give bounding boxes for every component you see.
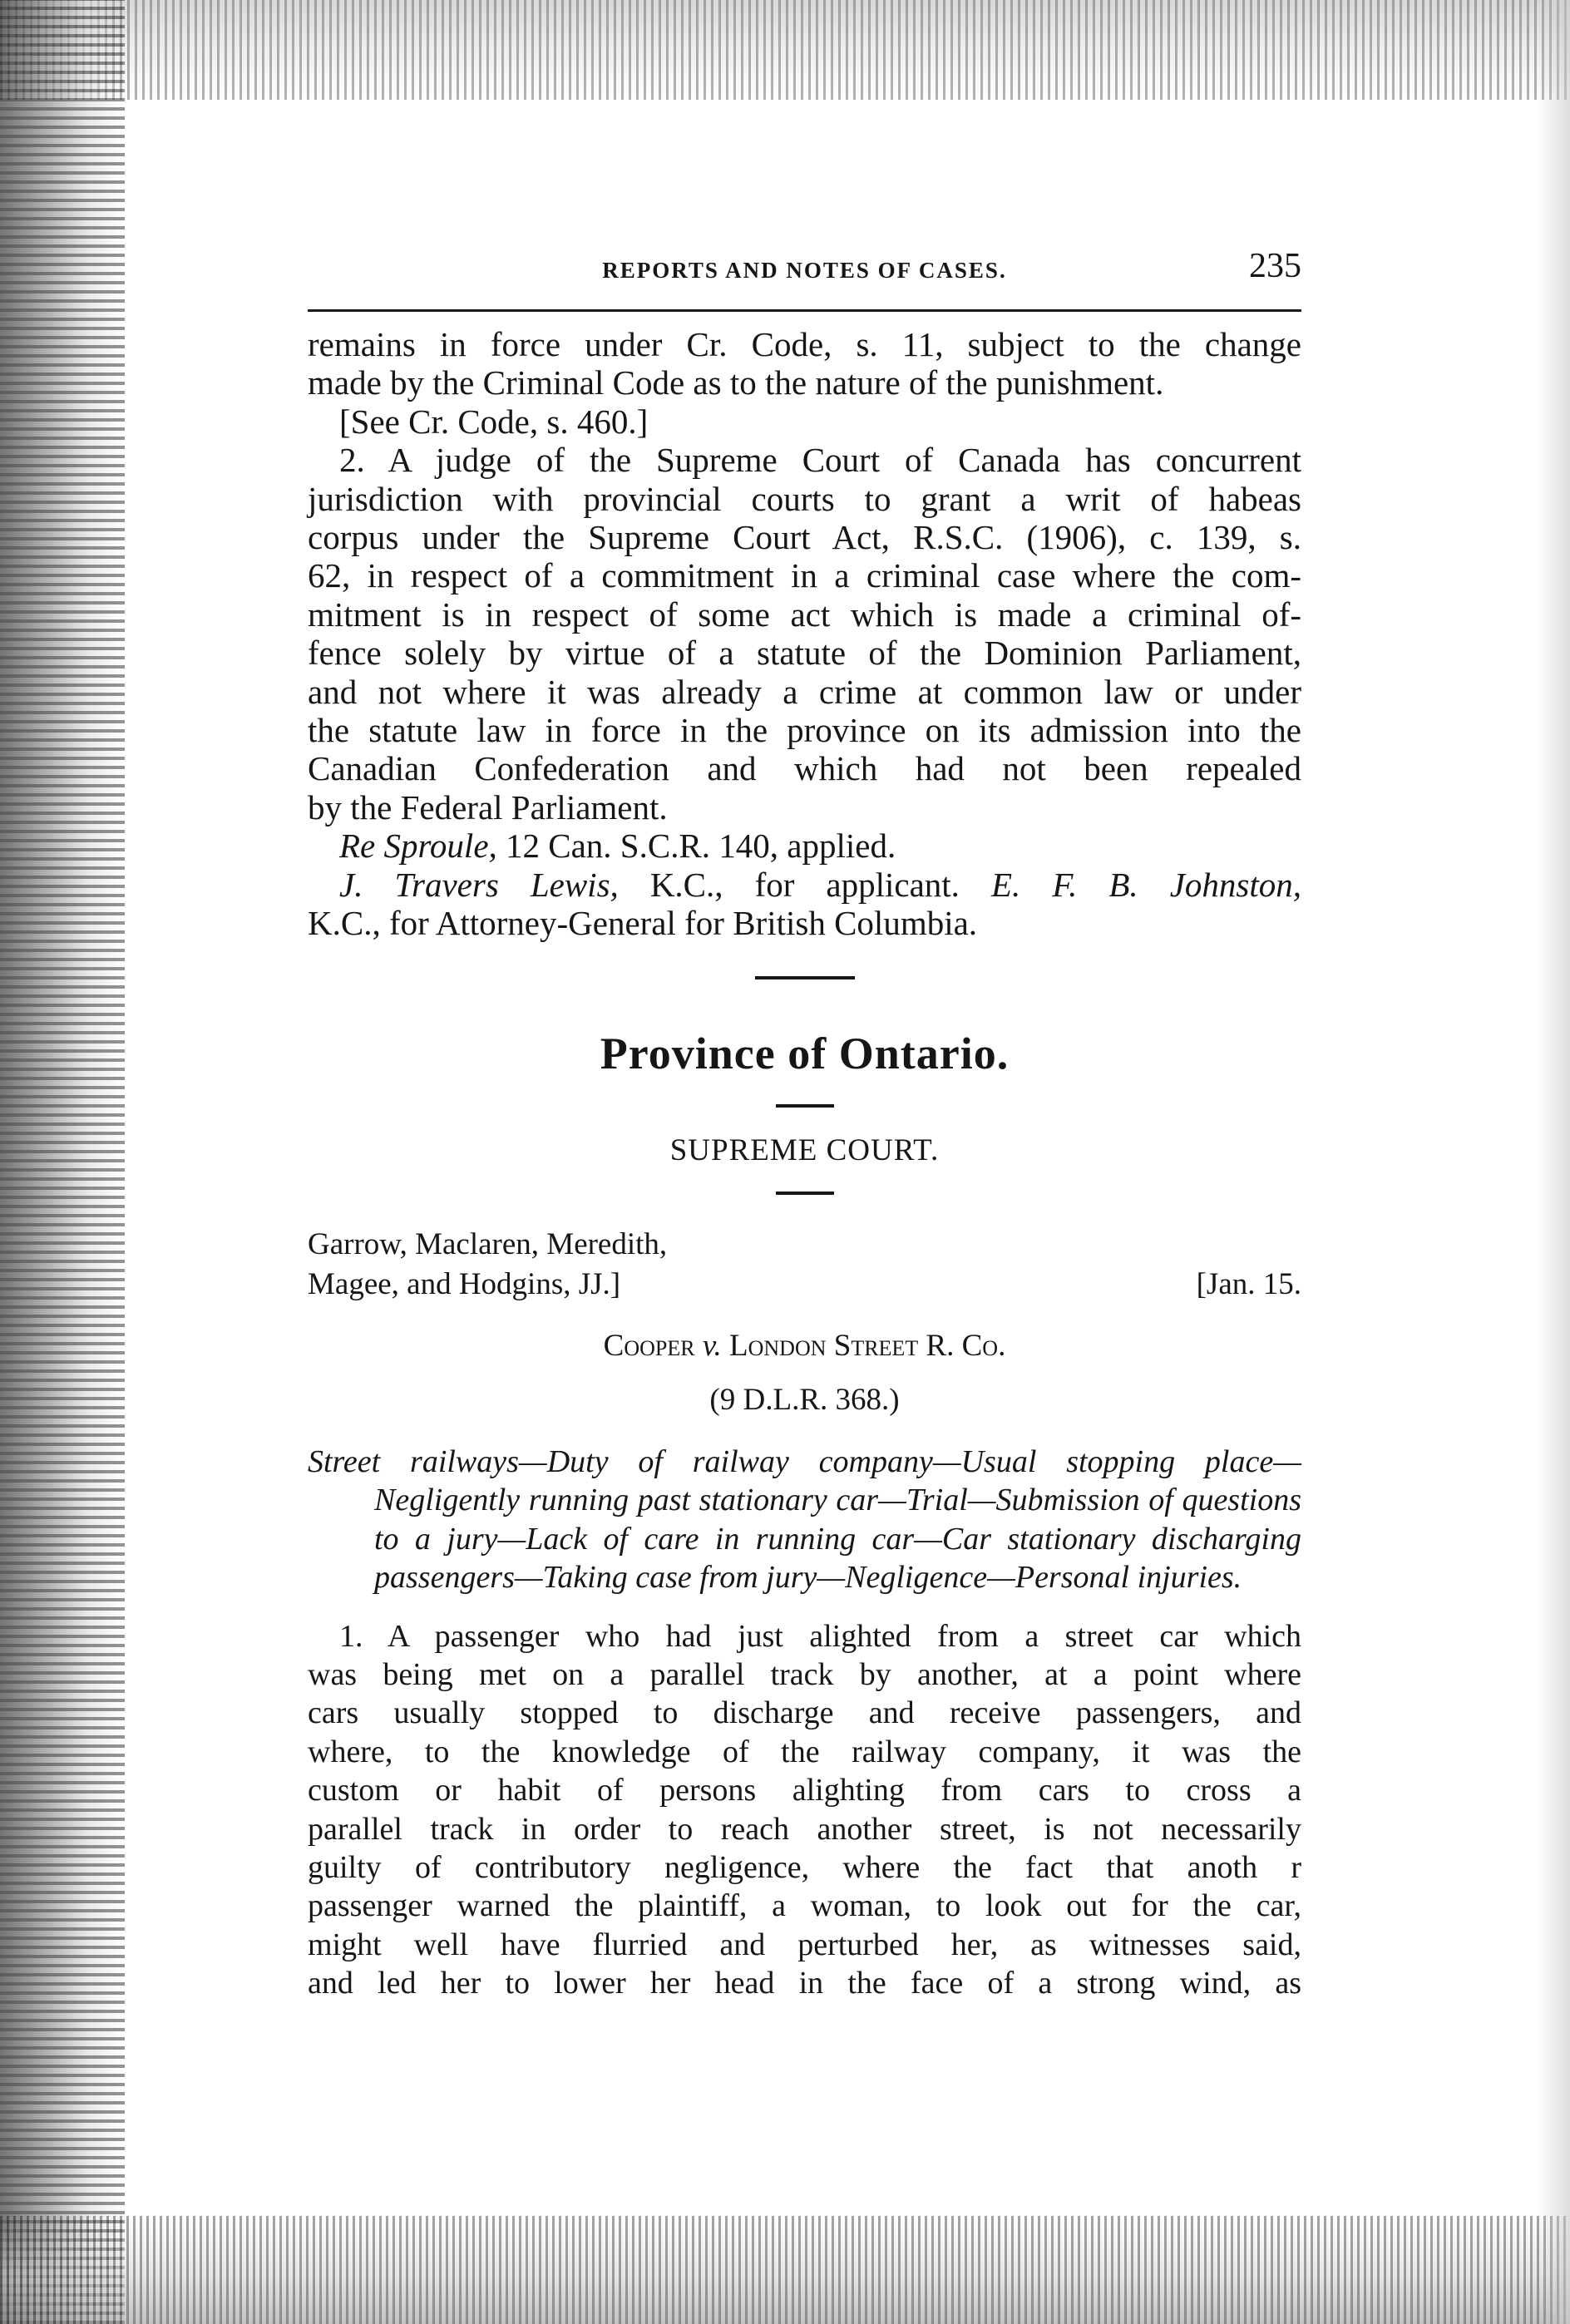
text-line: Canadian Confederation and which had not been repealed xyxy=(308,749,1301,788)
counsel-name-1: J. Travers Lewis, xyxy=(339,865,619,904)
section-divider xyxy=(755,976,855,979)
scan-edge-right xyxy=(1537,0,1570,2324)
counsel-text-1: K.C., for applicant. xyxy=(618,865,991,904)
page-header xyxy=(308,241,1301,291)
text-line: cars usually stopped to discharge and receive passengers, and xyxy=(308,1695,1301,1731)
page-number: 235 xyxy=(1249,247,1301,285)
text-line: parallel track in order to reach another street, is not necessarily xyxy=(308,1811,1301,1847)
authority-line xyxy=(308,826,1301,865)
text-line: and led her to lower her head in the face of a strong wind, as xyxy=(308,1966,1301,2001)
see-note: [See Cr. Code, s. 460.] xyxy=(339,402,649,441)
text-line: 62, in respect of a commitment in a criminal case where the com- xyxy=(308,556,1301,595)
text-line: remains in force under Cr. Code, s. 11, subject to the change xyxy=(308,325,1301,363)
judges-line-1: Garrow, Maclaren, Meredith, xyxy=(308,1226,668,1261)
authority-case-name: Re Sproule, xyxy=(339,826,497,866)
running-head: REPORTS AND NOTES OF CASES. xyxy=(602,258,1007,283)
text-line: by the Federal Parliament. xyxy=(308,787,668,826)
case-title xyxy=(308,1328,1301,1364)
top-section xyxy=(308,325,1301,943)
text-line: and not where it was already a crime at common law or under xyxy=(308,672,1301,711)
versus: v. xyxy=(702,1328,722,1363)
text-line: made by the Criminal Code as to the nature of the punishment. xyxy=(308,363,1164,402)
defendant-name: London Street R. Co. xyxy=(729,1328,1006,1363)
text-line: was being met on a parallel track by another, at a point where xyxy=(308,1656,1301,1692)
scan-edge-left xyxy=(0,0,125,2324)
judges-block xyxy=(308,1225,1301,1305)
text-line: passenger warned the plaintiff, a woman, to look out for the car, xyxy=(308,1888,1301,1924)
heading-divider xyxy=(776,1104,834,1108)
counsel-name-2: E. F. B. Johnston, xyxy=(990,865,1301,904)
text-line: mitment is in respect of some act which is made a criminal of- xyxy=(308,595,1301,634)
counsel-line xyxy=(308,866,1301,904)
text-line: the statute law in force in the province on its admission into the xyxy=(308,711,1301,750)
body-text xyxy=(308,1617,1301,2003)
text-line: where, to the knowledge of the railway company, it was the xyxy=(308,1734,1301,1769)
scan-edge-bottom xyxy=(0,2216,1570,2324)
text-line: jurisdiction with provincial courts to grant a writ of habeas xyxy=(308,479,1301,518)
case-citation: (9 D.L.R. 368.) xyxy=(709,1382,900,1417)
text-line: might well have flurried and perturbed her, as witnesses said, xyxy=(308,1927,1301,1962)
court-divider xyxy=(776,1192,834,1195)
authority-rest: 12 Can. S.C.R. 140, applied. xyxy=(496,826,896,866)
text-line: corpus under the Supreme Court Act, R.S.C. (1906), c. 139, s. xyxy=(308,518,1301,557)
scan-edge-top xyxy=(0,0,1570,100)
plaintiff-name: Cooper xyxy=(603,1328,695,1363)
court-heading: SUPREME COURT. xyxy=(669,1132,940,1167)
decision-date: [Jan. 15. xyxy=(1196,1266,1301,1301)
text-line: custom or habit of persons alighting from cars to cross a xyxy=(308,1773,1301,1808)
judges-line-2: Magee, and Hodgins, JJ.] xyxy=(308,1266,621,1301)
text-line: guilty of contributory negligence, where the fact that anoth r xyxy=(308,1849,1301,1885)
page-content xyxy=(308,241,1301,2003)
header-rule xyxy=(308,309,1301,312)
counsel-line-2: K.C., for Attorney-General for British Columbia. xyxy=(308,904,978,943)
text-line: 2. A judge of the Supreme Court of Canada has concurrent xyxy=(339,441,1301,480)
headnote: Street railways—Duty of railway company—Usual stopping place—Negligently running past stationary car—Trial—Submission of questions to a jury—Lack of care in running car—Car stationary discharging passengers—Taking case from jury—Negligence—Personal injuries. xyxy=(308,1443,1301,1595)
text-line: fence solely by virtue of a statute of the Dominion Parliament, xyxy=(308,634,1301,673)
province-heading: Province of Ontario. xyxy=(600,1028,1010,1078)
text-line: 1. A passenger who had just alighted from a street car which xyxy=(339,1618,1301,1654)
